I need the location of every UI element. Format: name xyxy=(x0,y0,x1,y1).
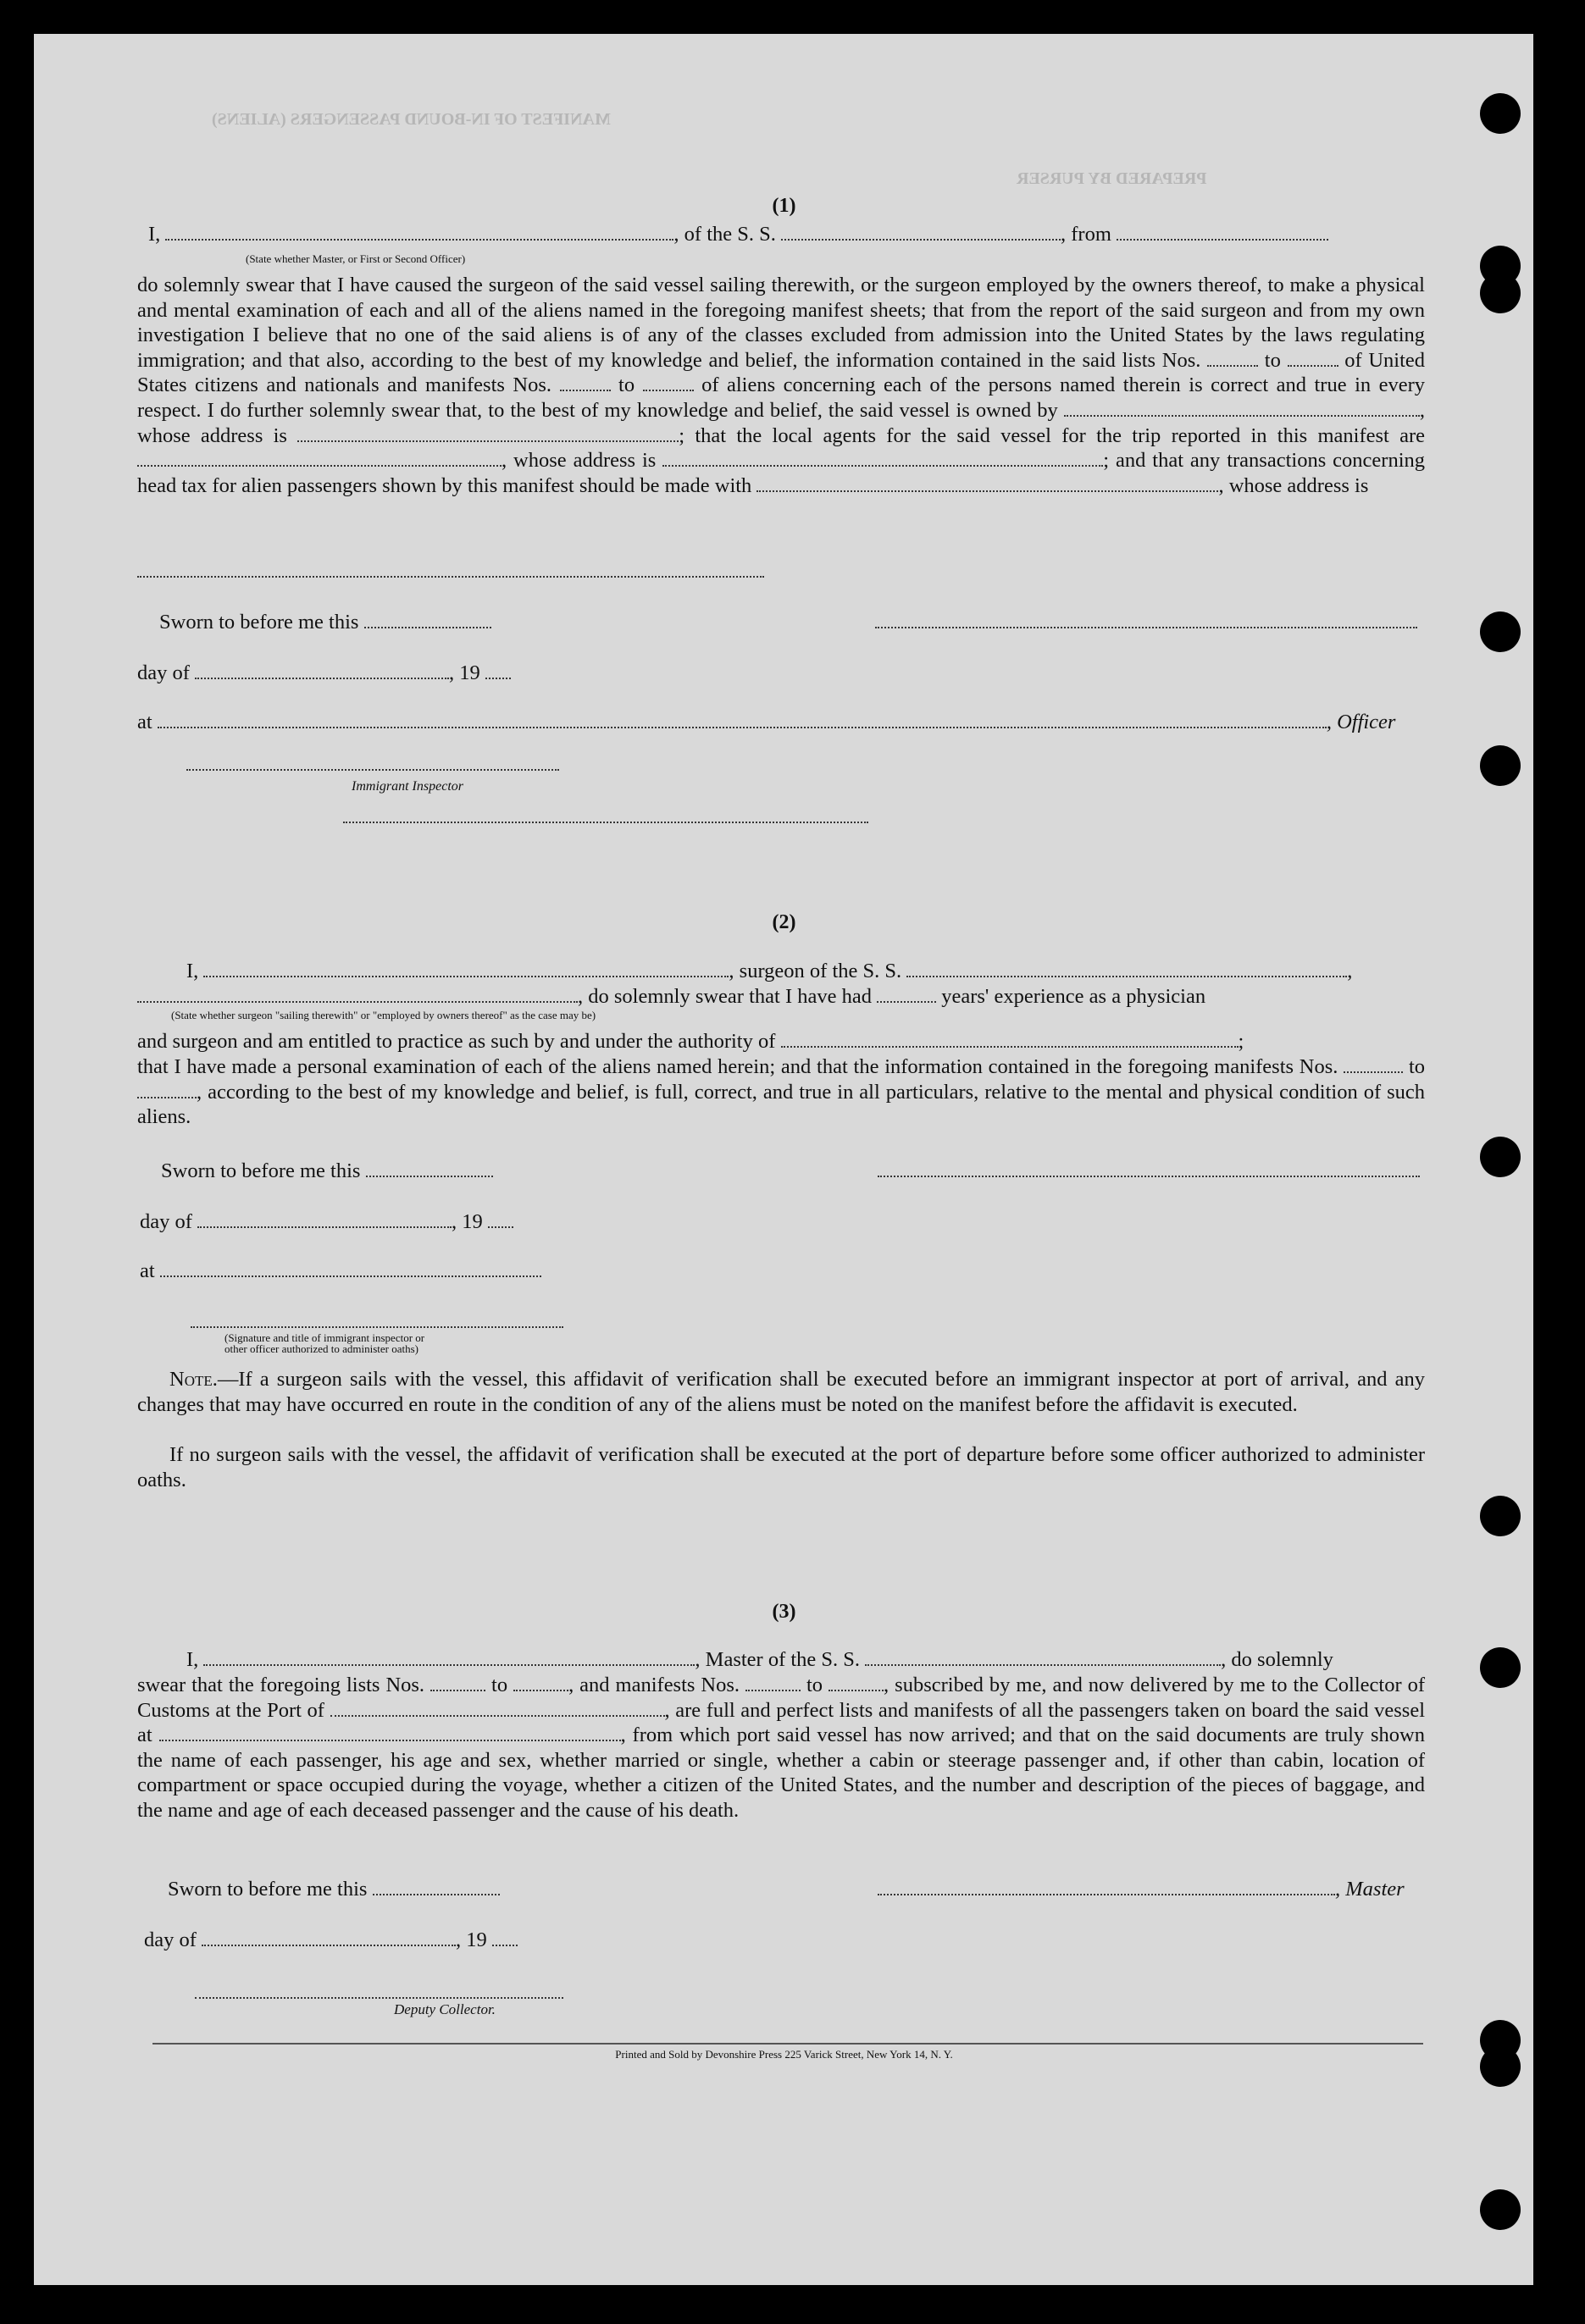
manifest-affidavit-page xyxy=(34,34,1533,2285)
signature-caption-1: (Signature and title of immigrant inspector or xyxy=(224,1331,425,1344)
surgeon-signature-blank xyxy=(878,1176,1420,1177)
section-2-number: (2) xyxy=(772,911,796,933)
at-line-1: at , Officer xyxy=(137,711,1396,733)
section-2-experience-line: , do solemnly swear that I have had years' experience as a physician xyxy=(137,984,1205,1009)
sworn-line-2: Sworn to before me this xyxy=(161,1159,493,1183)
immigrant-inspector-label: Immigrant Inspector xyxy=(352,779,463,794)
section-2-authority-line: and surgeon and am entitled to practice as such by and under the authority of ; xyxy=(137,1030,1244,1053)
faint-title-stamp: MANIFEST OF IN-BOUND PASSENGERS (ALIENS) xyxy=(212,110,611,129)
sworn-line-1: Sworn to before me this xyxy=(159,610,491,634)
section-2-note-2: If no surgeon sails with the vessel, the affidavit of verification shall be executed at the port of departure before some officer authorized to administer oaths. xyxy=(137,1443,1425,1491)
punch-hole xyxy=(1480,273,1521,313)
punch-hole xyxy=(1480,1496,1521,1536)
day-of-line-3: day of , 19 xyxy=(144,1928,518,1952)
surgeon-caption: (State whether surgeon "sailing therewith" or "employed by owners thereof" as the case may be) xyxy=(171,1009,596,1021)
section-1-oath-text: do solemnly swear that I have caused the surgeon of the said vessel sailing therewith, or the surgeon employed by the owners thereof, to make a physical and mental examination of each and all of the aliens named in the foregoing manifest sheets; that from the report of the said surgeon and from my own investigation I believe that no one of the said aliens is of any of the classes excluded from admission into the United States by the laws regulating immigration; and that also, according to the best of my knowledge and belief, the information contained in the said lists Nos. to of United States citizens and nationals and manifests Nos. to of aliens concerning each of the persons named therein is correct and true in every respect. I do further solemnly swear that, to the best of my knowledge and belief, the said vessel is owned by , whose address is ; that the local agents for the said vessel for the trip reported in this manifest are , whose address is ; and that any transactions concerning head tax for alien passengers shown by this manifest should be made with , whose address is xyxy=(137,274,1426,497)
day-of-line-2: day of , 19 xyxy=(140,1209,513,1234)
oath-officer-signature-blank xyxy=(191,1326,563,1328)
footer-rule xyxy=(152,2043,1423,2045)
from-label: , from xyxy=(1061,223,1111,246)
master-label: , Master xyxy=(1335,1878,1405,1901)
day-of-line-1: day of , 19 xyxy=(137,661,511,685)
i-label: I, xyxy=(148,223,161,246)
inspector-signature-blank xyxy=(186,769,559,771)
of-ss-label: , of the S. S. xyxy=(673,223,776,246)
punch-hole xyxy=(1480,1137,1521,1177)
address-continuation-blank xyxy=(137,576,764,578)
section-3-oath-text: swear that the foregoing lists Nos. to , and manifests Nos. to , subscribed by me, and now delivered by me to the Collector of Customs at the Port of , are full and perfect lists and manifests of all the passengers taken on board the said vessel at , from which port said vessel has now arrived; and that on the said documents are truly shown the name of each passenger, his age and sex, whether married or single, whether a cabin or steerage passenger and, if other than cabin, location of compartment or space occupied during the voyage, whether a citizen of the United States, and the number and description of the pieces of baggage, and the name and age of each deceased passenger and the cause of his death. xyxy=(137,1674,1426,1822)
inspector-dotted-rule xyxy=(343,822,868,823)
printer-imprint: Printed and Sold by Devonshire Press 225 Varick Street, New York 14, N. Y. xyxy=(615,2048,953,2061)
master-signature-line xyxy=(878,1877,1405,1901)
faint-prepared-stamp: PREPARED BY PURSER xyxy=(1017,169,1207,188)
punch-hole xyxy=(1480,2189,1521,2230)
punch-hole xyxy=(1480,1647,1521,1688)
section-1-officer-line xyxy=(148,222,1328,246)
section-3-number: (3) xyxy=(772,1601,796,1623)
signature-caption-2: other officer authorized to administer oaths) xyxy=(224,1342,418,1355)
section-2-note: Note.—If a surgeon sails with the vessel, this affidavit of verification shall be executed before an immigrant inspector at port of arrival, and any changes that may have occurred en route in the condition of any of the aliens must be noted on the manifest before the affidavit is executed. xyxy=(137,1368,1425,1416)
deputy-collector-label: Deputy Collector. xyxy=(394,2001,496,2017)
section-2-oath-text: that I have made a personal examination of each of the aliens named herein; and that the information contained in the foregoing manifests Nos. to , according to the best of my knowledge and belief, is full, correct, and true in all particulars, relative to the mental and physical condition of such aliens. xyxy=(137,1055,1425,1129)
section-2-surgeon-line: I, , surgeon of the S. S. , xyxy=(186,960,1353,982)
officer-label: , Officer xyxy=(1326,711,1396,733)
punch-hole xyxy=(1480,611,1521,652)
deputy-collector-signature-blank xyxy=(195,1997,563,1999)
vessel-name-blank xyxy=(781,222,1061,241)
officer-caption: (State whether Master, or First or Second Officer) xyxy=(246,252,466,265)
section-1-number: (1) xyxy=(772,195,796,217)
punch-hole xyxy=(1480,745,1521,786)
punch-hole xyxy=(1480,93,1521,134)
at-line-2: at xyxy=(140,1259,541,1283)
from-port-blank xyxy=(1117,222,1328,241)
officer-name-blank xyxy=(165,222,673,241)
officer-signature-blank xyxy=(875,627,1417,628)
sworn-line-3: Sworn to before me this xyxy=(168,1877,500,1901)
section-3-master-line: I, , Master of the S. S. , do solemnly xyxy=(186,1648,1333,1671)
